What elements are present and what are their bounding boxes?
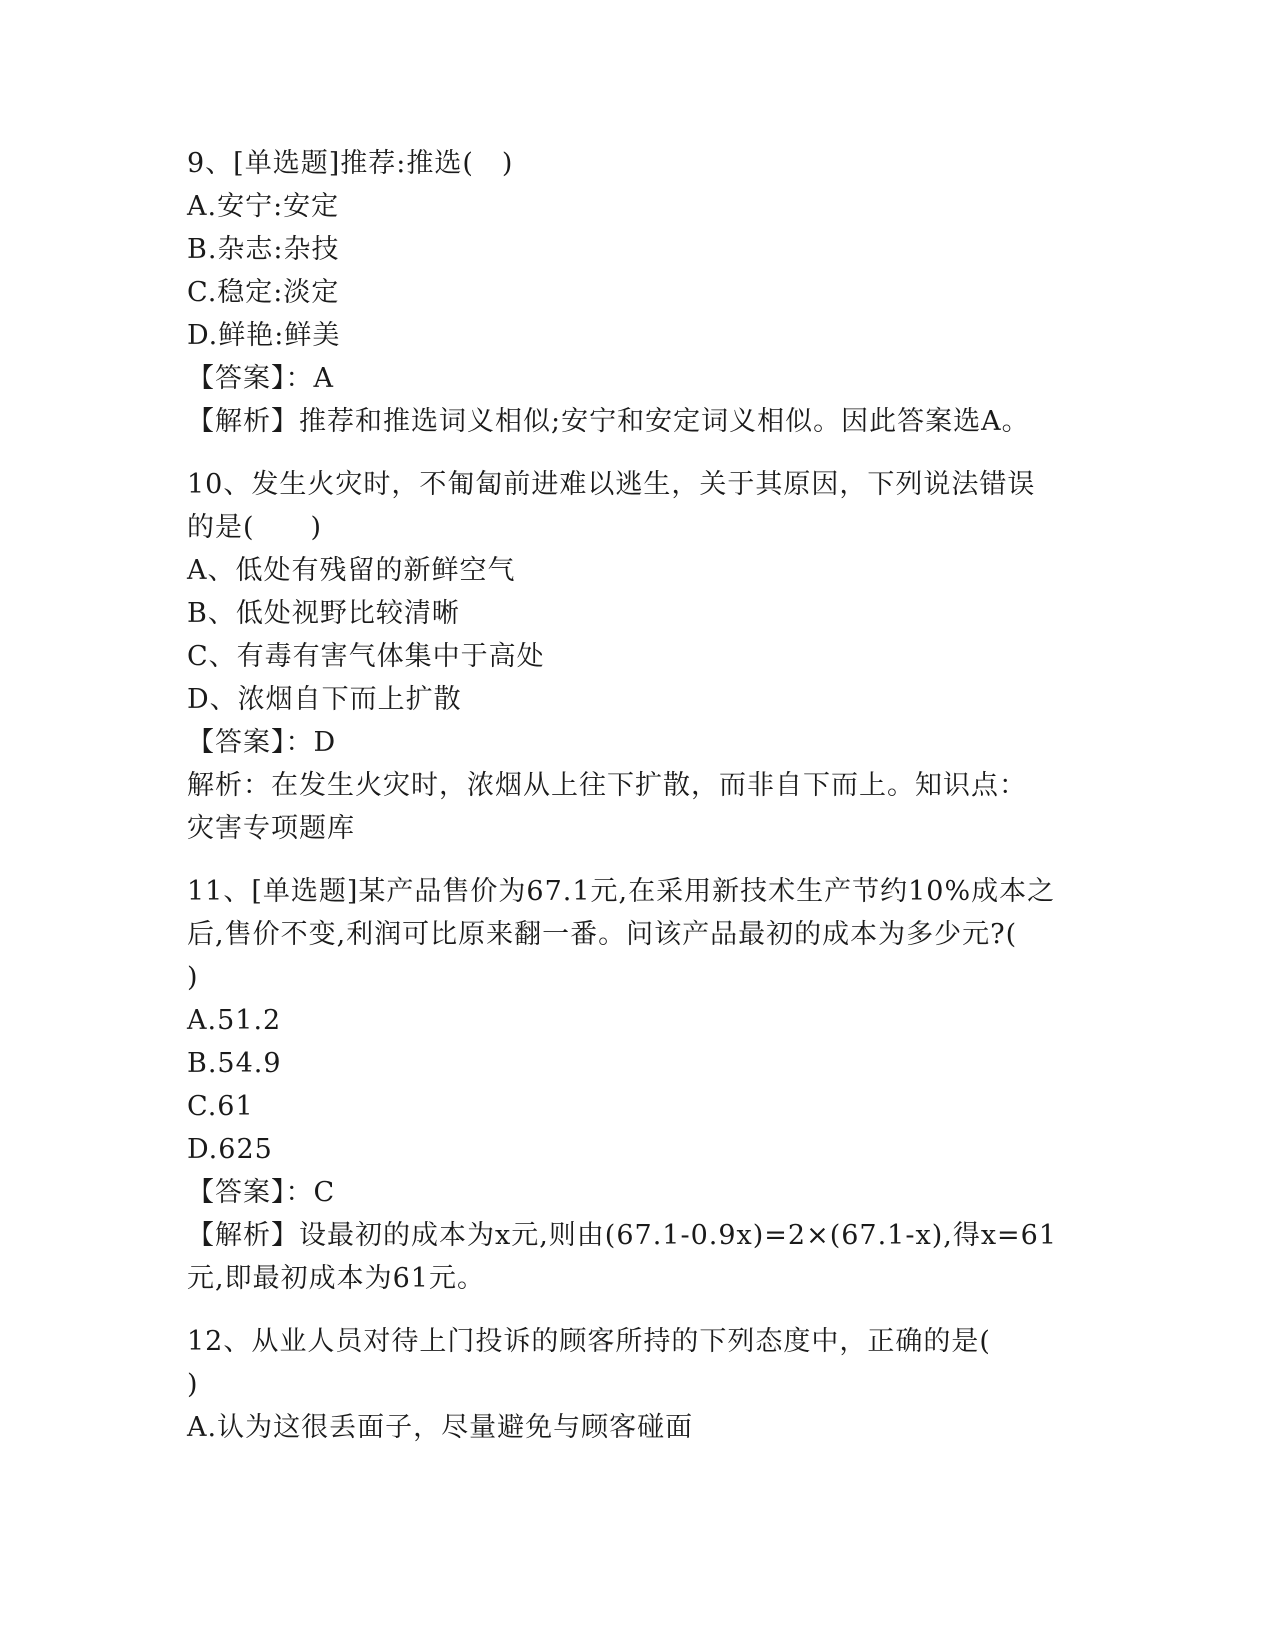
question-text: 9、[单选题]推荐:推选( ) [187, 148, 514, 179]
option-d: D、浓烟自下而上扩散 [187, 684, 462, 715]
question-block [187, 1320, 1087, 1449]
analysis-text: 解析：在发生火灾时，浓烟从上往下扩散，而非自下而上。知识点： [187, 770, 1027, 801]
answer-text: 【答案】：D [187, 727, 337, 758]
option-d: D.625 [187, 1134, 273, 1165]
option-a: A.安宁:安定 [187, 191, 340, 222]
option-b: B.54.9 [187, 1048, 282, 1079]
question-text: 11、[单选题]某产品售价为67.1元,在采用新技术生产节约10%成本之 [187, 876, 1056, 907]
option-b: B.杂志:杂技 [187, 234, 340, 265]
question-text: 后,售价不变,利润可比原来翻一番。问该产品最初的成本为多少元?( [187, 919, 1018, 950]
question-text: ) [187, 1369, 199, 1400]
question-text: 的是( ) [187, 512, 323, 543]
option-c: C、有毒有害气体集中于高处 [187, 641, 545, 672]
option-c: C.稳定:淡定 [187, 277, 340, 308]
question-text: 10、发生火灾时，不匍匐前进难以逃生，关于其原因，下列说法错误 [187, 469, 1036, 500]
option-a: A、低处有残留的新鲜空气 [187, 555, 516, 586]
analysis-text: 灾害专项题库 [187, 813, 355, 844]
answer-text: 【答案】：C [187, 1177, 336, 1208]
option-d: D.鲜艳:鲜美 [187, 320, 341, 351]
analysis-text: 【解析】设最初的成本为x元,则由(67.1-0.9x)=2×(67.1-x),得x=61 [187, 1220, 1058, 1251]
analysis-text: 元,即最初成本为61元。 [187, 1263, 485, 1294]
document-page [187, 142, 1087, 1449]
question-block [187, 142, 1087, 443]
option-a: A.51.2 [187, 1005, 282, 1036]
analysis-text: 【解析】推荐和推选词义相似;安宁和安定词义相似。因此答案选A。 [187, 406, 1030, 437]
option-c: C.61 [187, 1091, 254, 1122]
answer-text: 【答案】：A [187, 363, 334, 394]
question-text: 12、从业人员对待上门投诉的顾客所持的下列态度中，正确的是( [187, 1326, 991, 1357]
question-block [187, 463, 1087, 850]
question-block [187, 870, 1087, 1300]
option-a: A.认为这很丢面子，尽量避免与顾客碰面 [187, 1412, 694, 1443]
option-b: B、低处视野比较清晰 [187, 598, 460, 629]
question-text: ) [187, 962, 199, 993]
